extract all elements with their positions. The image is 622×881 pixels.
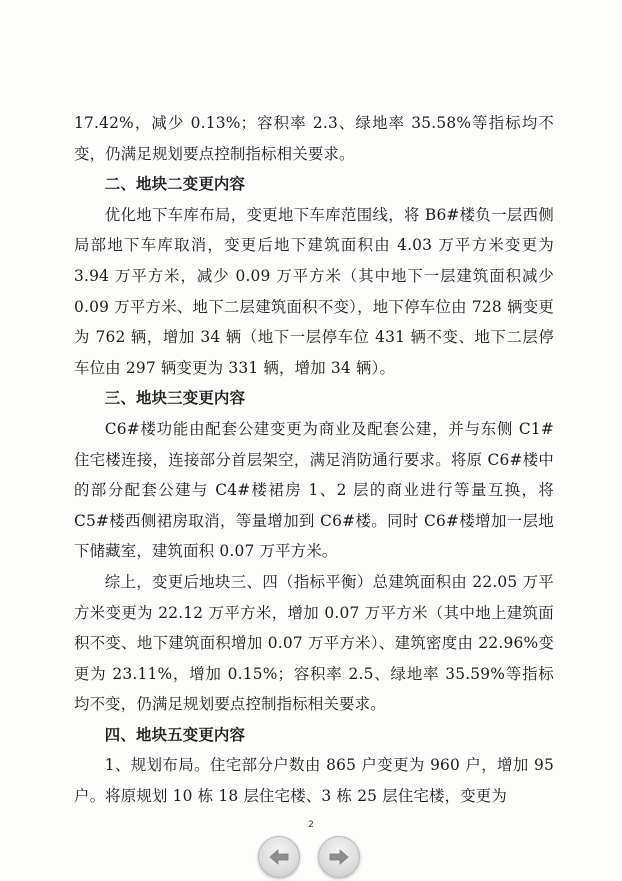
section-heading-plot-three: 三、地块三变更内容	[104, 389, 246, 408]
paragraph-summary: 综上，变更后地块三、四（指标平衡）总建筑面积由 22.05 万平方米变更为 22.12 万平方米，增加 0.07 万平方米（其中地上建筑面积不变、地下建筑面积增加 0.07 万平方米）、建筑密度由 22.96%变更为 23.11%，增加 0.15%；容积率 2.5、绿地率 35.59%等指标均不变，仍满足规划要点控制指标相关要求。	[74, 572, 554, 714]
arrow-right-icon	[326, 844, 352, 870]
section-heading-plot-two: 二、地块二变更内容	[104, 175, 246, 194]
section-heading-plot-five: 四、地块五变更内容	[104, 725, 246, 744]
previous-page-button[interactable]	[258, 836, 300, 878]
next-page-button[interactable]	[318, 836, 360, 878]
paragraph-plot-five: 1、规划布局。住宅部分户数由 865 户变更为 960 户，增加 95 户。将原规划 10 栋 18 层住宅楼、3 栋 25 层住宅楼，变更为	[74, 756, 554, 806]
paragraph-plot-two: 优化地下车库布局，变更地下车库范围线，将 B6#楼负一层西侧局部地下车库取消，变更后地下建筑面积由 4.03 万平方米变更为 3.94 万平方米，减少 0.09 万平方米（其中地下一层建筑面积减少 0.09 万平方米、地下二层建筑面积不变），地下停车位由 728 辆变更为 762 辆，增加 34 辆（地下一层停车位 431 辆不变、地下二层停车位由 297 辆变更为 331 辆，增加 34 辆）。	[74, 205, 554, 377]
arrow-left-icon	[266, 844, 292, 870]
paragraph-plot-three: C6#楼功能由配套公建变更为商业及配套公建，并与东侧 C1#住宅楼连接，连接部分首层架空，满足消防通行要求。将原 C6#楼中的部分配套公建与 C4#楼裙房 1、2 层的商业进行等量互换，将 C5#楼西侧裙房取消，等量增加到 C6#楼。同时 C6#楼增加一层地下储藏室，建筑面积 0.07 万平方米。	[74, 419, 554, 561]
page-number: 2	[308, 820, 314, 830]
paragraph-continuation: 17.42%，减少 0.13%；容积率 2.3、绿地率 35.58%等指标均不变，仍满足规划要点控制指标相关要求。	[74, 114, 554, 163]
document-body	[74, 108, 554, 812]
